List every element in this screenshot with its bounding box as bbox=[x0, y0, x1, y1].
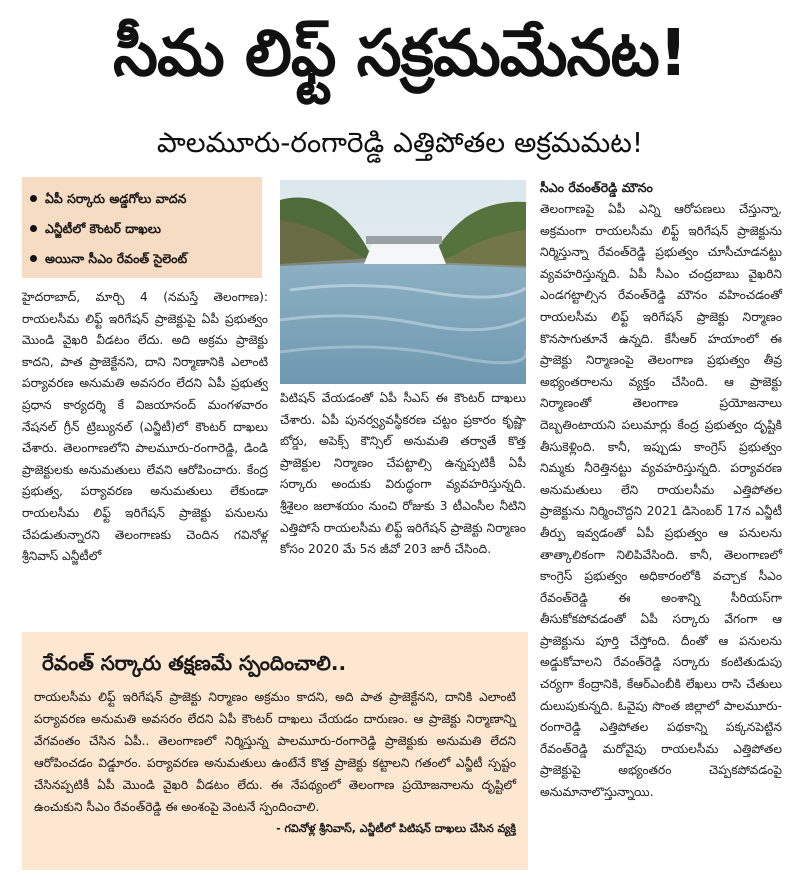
article-column-1: హైదరాబాద్, మార్చి 4 (నమస్తే తెలంగాణ): రాయలసీమ లిఫ్ట్ ఇరిగేషన్ ప్రాజెక్టుపై ఏపీ ప్రభుత్వం మొండి వైఖరి వీడటం లేదు. అది అక్రమ ప్రాజెక్టు కాదని, పాత ప్రాజెక్టేనని, దాని నిర్మాణానికి ఎలాంటి పర్యావరణ అనుమతి అవసరం లేదని ఏపీ ప్రభుత్వ ప్రధాన కార్యదర్శి కే విజయానంద్ మంగళవారం నేషనల్ గ్రీన్ ట్రిబ్యునల్ (ఎన్జీటీ)లో కౌంటర్ దాఖలు చేశారు. తెలంగాణలోని పాలమూరు-రంగారెడ్డి, డిండి ప్రాజెక్టులకు అనుమతులు లేవని ఆరోపించారు. కేంద్ర ప్రభుత్వ, పర్యావరణ అనుమతులు లేకుండా రాయలసీమ లిఫ్ట్ ఇరిగేషన్ ప్రాజెక్టు పనులను చేపడుతున్నారని తెలంగాణకు చెందిన గవినోళ్ల శ్రీనివాస్ ఎన్జీటీలో bbox=[22, 290, 268, 564]
quote-box-title: రేవంత్ సర్కారు తక్షణమే స్పందించాలి.. bbox=[42, 651, 347, 675]
highlight-item bbox=[28, 213, 256, 243]
bullet-dot-icon bbox=[30, 225, 37, 232]
highlight-item bbox=[28, 183, 256, 213]
highlight-text: అయినా సీఎం రేవంత్ సైలెంట్ bbox=[45, 250, 188, 266]
highlight-text: ఏపీ సర్కారు అడ్డగోలు వాదన bbox=[45, 190, 187, 206]
quote-box-author: - గవినోళ్ల శ్రీనివాస్, ఎన్జీటీలో పిటిషన్ దాఖలు చేసిన వ్యక్తి bbox=[276, 822, 516, 835]
highlight-text: ఎన్జీటీలో కౌంటర్ దాఖలు bbox=[45, 220, 161, 236]
headline: సీమ లిఫ్ట్ సక్రమమేనట! bbox=[113, 17, 687, 91]
article-column-3 bbox=[540, 177, 782, 804]
column-3-subheading: సీఎం రేవంత్‌రెడ్డి మౌనం bbox=[540, 180, 653, 195]
reservoir-photo-svg bbox=[280, 180, 526, 384]
highlights-box bbox=[22, 177, 262, 278]
bullet-dot-icon bbox=[30, 195, 37, 202]
quote-box-body: రాయలసీమ లిఫ్ట్ ఇరిగేషన్ ప్రాజెక్టు నిర్మాణం అక్రమం కాదని, అది పాత ప్రాజెక్టేనని, దానికి ఎలాంటి పర్యావరణ అనుమతి అవసరం లేదని ఏపీ కౌంటర్ దాఖలు చేయడం దారుణం. ఆ ప్రాజెక్టు నిర్మాణాన్ని వేగవంతం చేసిన ఏపీ.. తెలంగాణలో నిర్మిస్తున్న పాలమూరు-రంగారెడ్డి ప్రాజెక్టుకు అనుమతి లేదని ఆరోపించడం విడ్డూరం. పర్యావరణ అనుమతులు ఉంటేనే కొత్త ప్రాజెక్టు కట్టాలని గతంలో ఎన్జీటీ స్పష్టం చేసినప్పటికీ ఏపీ మొండి వైఖరి వీడటం లేదు. ఈ నేపథ్యంలో తెలంగాణ ప్రయోజనాలను దృష్టిలో ఉంచుకుని సీఎం రేవంత్‌రెడ్డి ఈ అంశంపై వెంటనే స్పందించాలి. bbox=[34, 690, 516, 814]
highlight-item bbox=[28, 243, 256, 273]
subheadline: పాలమూరు-రంగారెడ్డి ఎత్తిపోతల అక్రమమట! bbox=[156, 126, 644, 159]
column-3-text: తెలంగాణపై ఏపీ ఎన్ని ఆరోపణలు చేస్తున్నా, అక్రమంగా రాయలసీమ లిఫ్ట్ ఇరిగేషన్ ప్రాజెక్టును నిర్మిస్తున్నా రేవంత్‌రెడ్డి ప్రభుత్వం చూసీచూడనట్టు వ్యవహరిస్తున్నది. ఏపీ సీఎం చంద్రబాబు వైఖరిని ఎండగట్టాల్సిన రేవంత్‌రెడ్డి మౌనం వహించడంతో రాయలసీమ లిఫ్ట్ ఇరిగేషన్ ప్రాజెక్టు నిర్మాణం కొనసాగుతూనే ఉన్నది. కేసీఆర్ హయాంలో ఈ ప్రాజెక్టు నిర్మాణంపై తెలంగాణ ప్రభుత్వం తీవ్ర అభ్యంతరాలను వ్యక్తం చేసింది. ఆ ప్రాజెక్టు నిర్మాణంతో తెలంగాణ ప్రయోజనాలు దెబ్బతింటాయని పలుమార్లు కేంద్ర ప్రభుత్వం దృష్టికి తీసుకెళ్లింది. కానీ, ఇప్పుడు కాంగ్రెస్ ప్రభుత్వం నిమ్మకు నీరెత్తినట్టు వ్యవహరిస్తున్నది. పర్యావరణ అనుమతులు లేని రాయలసీమ ఎత్తిపోతల ప్రాజెక్టును నిర్మించొద్దని 2021 డిసెంబర్ 17న ఎన్జీటీ తీర్పు ఇవ్వడంతో ఏపీ ప్రభుత్వం ఆ పనులను తాత్కాలికంగా నిలిపివేసింది. కానీ, తెలంగాణలో కాంగ్రెస్ ప్రభుత్వం అధికారంలోకి వచ్చాక సీఎం రేవంత్‌రెడ్డి ఈ అంశాన్ని సీరియస్‌గా తీసుకోకపోవడంతో ఏపీ సర్కారు వేగంగా ఆ ప్రాజెక్టును పూర్తి చేస్తోంది. దీంతో ఆ పనులను అడ్డుకోవాలని రేవంత్‌రెడ్డి సర్కారు కంటితుడుపు చర్యగా కేంద్రానికి, కేఆర్‌ఎంబీకి లేఖలు రాసి చేతులు దులుపుకున్నది. ఓవైపు సొంత జిల్లాలో పాలమూరు-రంగారెడ్డి ఎత్తిపోతల పథకాన్ని పక్కనపెట్టిన రేవంత్‌రెడ్డి మరోవైపు రాయలసీమ ఎత్తిపోతల ప్రాజెక్టుపై అభ్యంతరం చెప్పకపోవడంపై అనుమానాలొస్తున్నాయి. bbox=[540, 202, 782, 800]
reservoir-photo bbox=[280, 180, 526, 384]
article-column-2: పిటిషన్ వేయడంతో ఏపీ సీఎస్ ఈ కౌంటర్ దాఖలు చేశారు. ఏపీ పునర్వ్యవస్థీకరణ చట్టం ప్రకారం కృష్ణా బోర్డు, అపెక్స్ కౌన్సిల్ అనుమతి తర్వాతే కొత్త ప్రాజెక్టుల నిర్మాణం చేపట్టాల్సి ఉన్నప్పటికీ ఏపీ సర్కారు అందుకు విరుద్ధంగా వ్యవహరిస్తున్నది. శ్రీశైలం జలాశయం నుంచి రోజుకు 3 టీఎంసీల నీటిని ఎత్తిపోసే రాయలసీమ లిఫ్ట్ ఇరిగేషన్ ప్రాజెక్టు నిర్మాణం కోసం 2020 మే 5న జీవో 203 జారీ చేసింది. bbox=[280, 391, 526, 557]
quote-box bbox=[22, 632, 528, 870]
bullet-dot-icon bbox=[30, 255, 37, 262]
